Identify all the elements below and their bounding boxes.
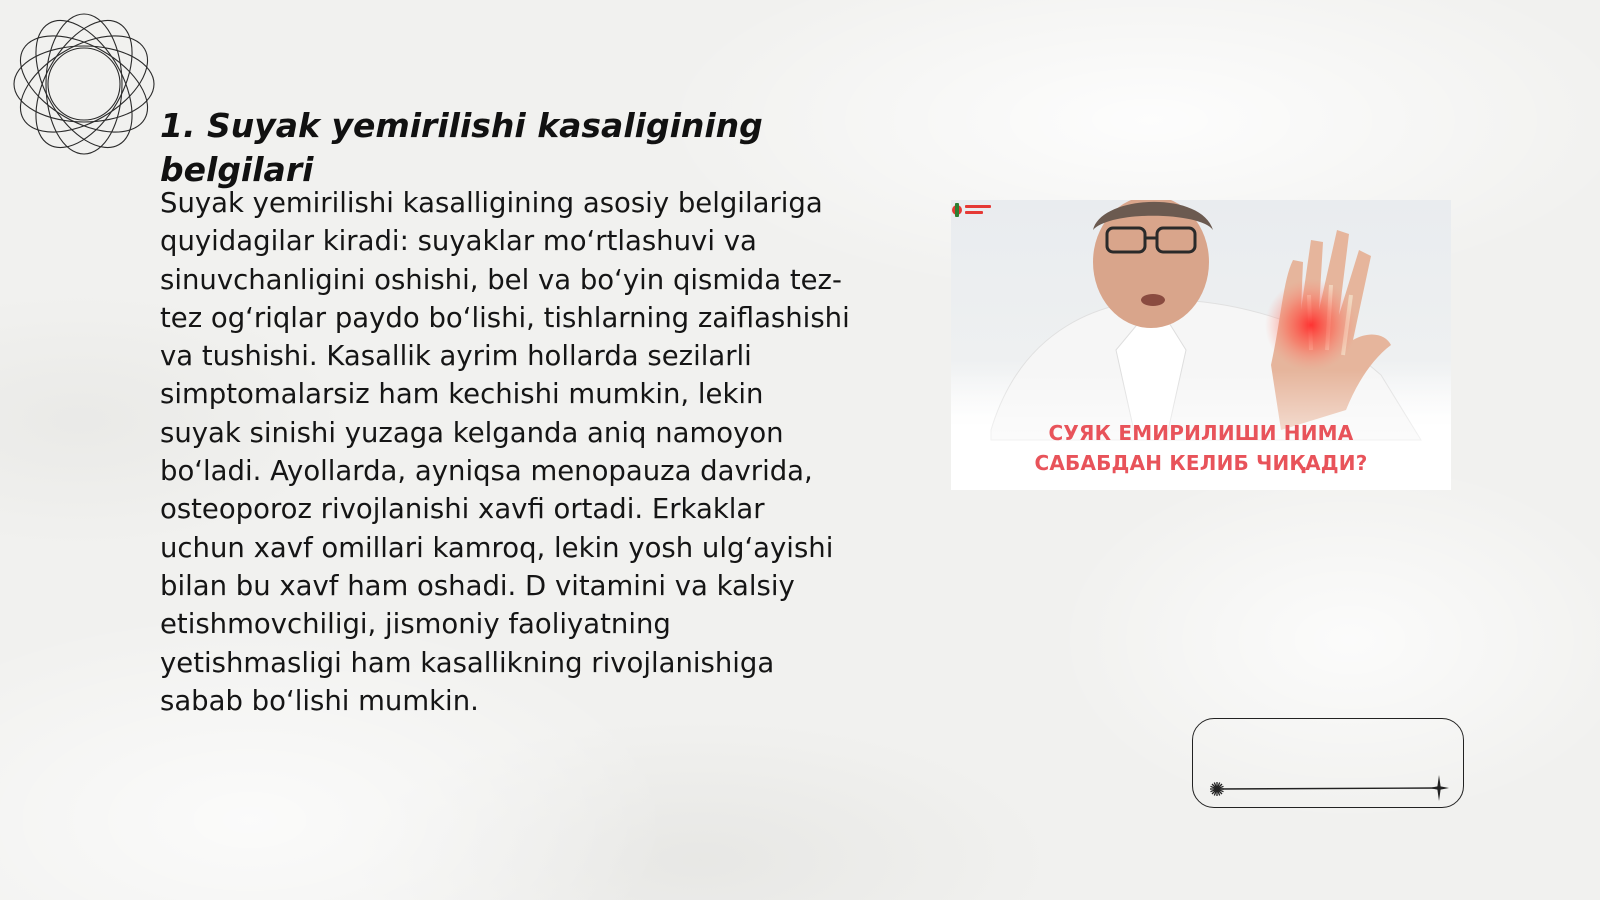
image-caption-line-2: САБАБДАН КЕЛИБ ЧИҚАДИ? xyxy=(1034,451,1368,475)
article-image xyxy=(951,200,1451,490)
image-caption-line-1: СУЯК ЕМИРИЛИШИ НИМА xyxy=(1048,421,1354,445)
starburst-icon xyxy=(1210,782,1224,796)
circular-line-ornament-icon xyxy=(8,8,160,160)
brand-logo-mark-icon xyxy=(951,200,995,220)
image-caption xyxy=(951,418,1451,478)
slide-title: 1. Suyak yemirilishi kasaligining belgilari xyxy=(160,106,763,189)
sparkle-icon xyxy=(1429,775,1449,801)
decorative-frame xyxy=(1192,718,1464,808)
decorative-line xyxy=(1193,719,1465,809)
body-paragraph: Suyak yemirilishi kasalligining asosiy belgilariga quyidagilar kiradi: suyaklar mo‘rtlashuvi va sinuvchanligini oshishi, bel va bo‘yin qismida tez-tez og‘riqlar paydo bo‘lishi, tishlarning zaiflashishi va tushishi. Kasallik ayrim hollarda sezilarli simptomalarsiz ham kechishi mumkin, lekin suyak sinishi yuzaga kelganda aniq namoyon bo‘ladi. Ayollarda, ayniqsa menopauza davrida, osteoporoz rivojlanishi xavfi ortadi. Erkaklar uchun xavf omillari kamroq, lekin yosh ulg‘ayishi bilan bu xavf ham oshadi. D vitamini va kalsiy etishmovchiligi, jismoniy faoliyatning yetishmasligi ham kasallikning rivojlanishiga sabab bo‘lishi mumkin. xyxy=(160,187,850,717)
